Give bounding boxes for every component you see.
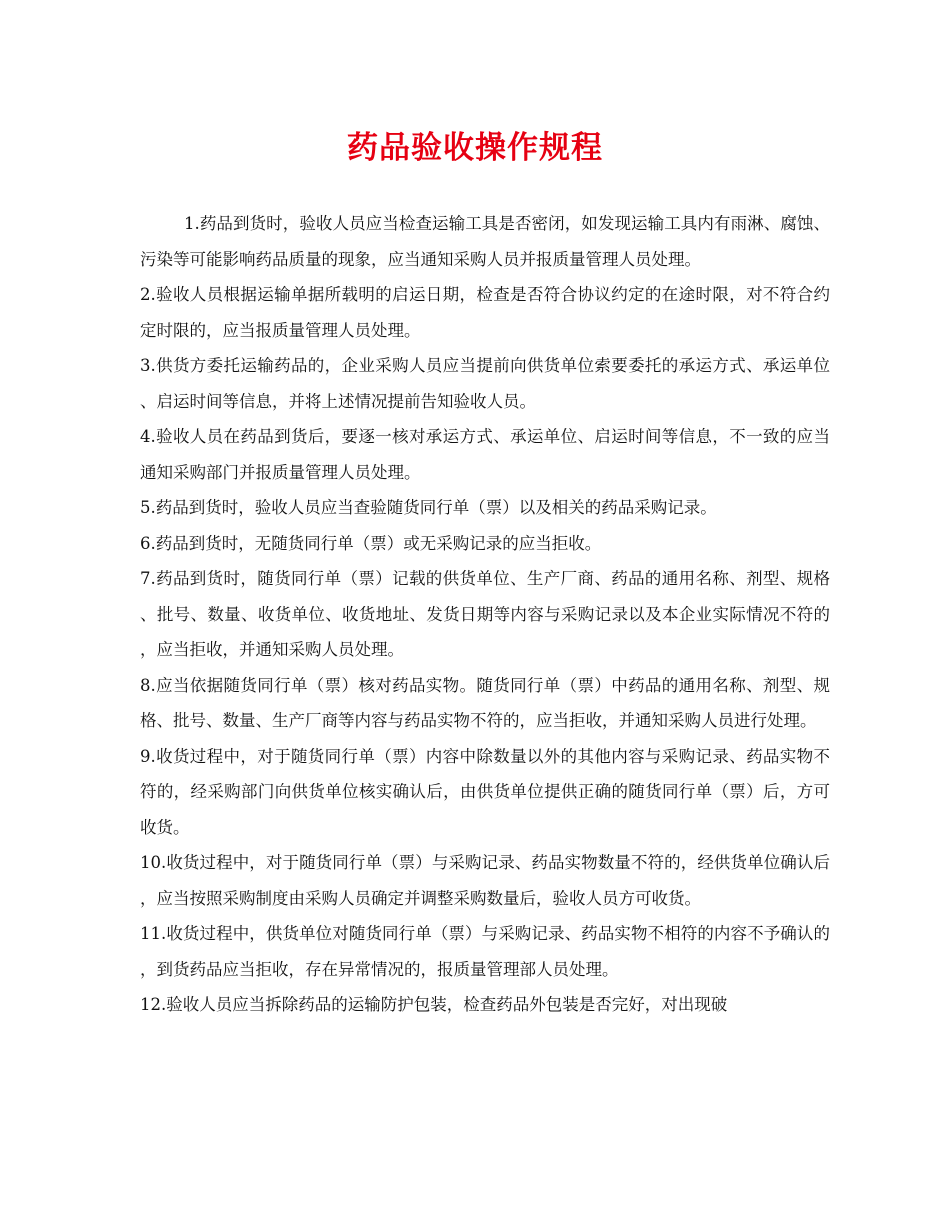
paragraph-7: 7.药品到货时，随货同行单（票）记载的供货单位、生产厂商、药品的通用名称、剂型、规格、批号、数量、收货单位、收货地址、发货日期等内容与采购记录以及本企业实际情况不符的，应当拒收，并通知采购人员处理。: [140, 569, 830, 659]
document-title: 药品验收操作规程: [347, 130, 603, 166]
paragraph-3: 3.供货方委托运输药品的，企业采购人员应当提前向供货单位索要委托的承运方式、承运单位、启运时间等信息，并将上述情况提前告知验收人员。: [140, 356, 830, 411]
paragraph-5: 5.药品到货时，验收人员应当查验随货同行单（票）以及相关的药品采购记录。: [140, 498, 717, 517]
paragraph-6: 6.药品到货时，无随货同行单（票）或无采购记录的应当拒收。: [140, 533, 602, 553]
paragraph-12: 12.验收人员应当拆除药品的运输防护包装，检查药品外包装是否完好，对出现破: [140, 995, 728, 1014]
document-body: [140, 206, 830, 1023]
paragraph-11: 11.收货过程中，供货单位对随货同行单（票）与采购记录、药品实物不相符的内容不予确认的，到货药品应当拒收，存在异常情况的，报质量管理部人员处理。: [140, 924, 830, 979]
paragraph-9: 9.收货过程中，对于随货同行单（票）内容中除数量以外的其他内容与采购记录、药品实物不符的，经采购部门向供货单位核实确认后，由供货单位提供正确的随货同行单（票）后，方可收货。: [140, 746, 830, 837]
paragraph-10: 10.收货过程中，对于随货同行单（票）与采购记录、药品实物数量不符的，经供货单位确认后，应当按照采购制度由采购人员确定并调整采购数量后，验收人员方可收货。: [140, 853, 830, 908]
paragraph-2: 2.验收人员根据运输单据所载明的启运日期，检查是否符合协议约定的在途时限，对不符合约定时限的，应当报质量管理人员处理。: [140, 285, 830, 340]
paragraph-1: 1.药品到货时，验收人员应当检查运输工具是否密闭，如发现运输工具内有雨淋、腐蚀、污染等可能影响药品质量的现象，应当通知采购人员并报质量管理人员处理。: [140, 214, 830, 269]
paragraph-4: 4.验收人员在药品到货后，要逐一核对承运方式、承运单位、启运时间等信息，不一致的应当通知采购部门并报质量管理人员处理。: [140, 427, 830, 482]
paragraph-8: 8.应当依据随货同行单（票）核对药品实物。随货同行单（票）中药品的通用名称、剂型、规格、批号、数量、生产厂商等内容与药品实物不符的，应当拒收，并通知采购人员进行处理。: [140, 675, 830, 730]
